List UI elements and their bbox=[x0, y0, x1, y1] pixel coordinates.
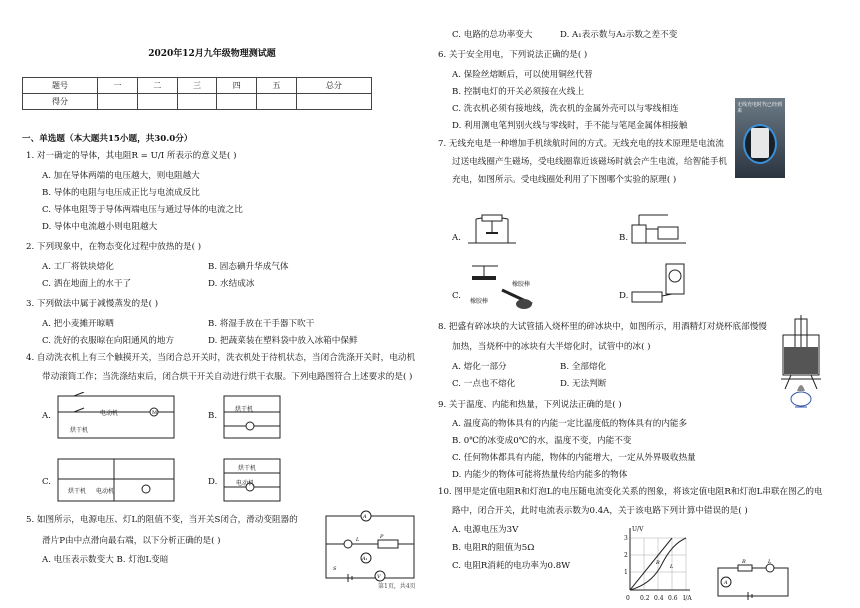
q7-option-d[interactable]: D. bbox=[619, 291, 629, 301]
motor-label: 电动机 bbox=[100, 410, 119, 417]
question-4-stem-line1: 4. 自动洗衣机上有三个触摸开关，当闭合总开关时，洗衣机处于待机状态，当闭合洗涤开关时，电动机 bbox=[26, 353, 416, 363]
q4-circuit-b bbox=[220, 392, 285, 442]
q4-option-d[interactable]: D. bbox=[208, 477, 218, 487]
dryer-label: 烘干机 bbox=[238, 465, 257, 472]
question-10-stem-line1: 10. 图甲是定值电阻R和灯泡L的电压随电流变化关系的图象，将该定值电阻R和灯泡L串联在图乙的电 bbox=[438, 487, 823, 497]
y-axis-label: U/V bbox=[632, 526, 644, 533]
dryer-label: 烘干机 bbox=[68, 488, 87, 495]
question-5-stem-line2: 滑片P由中点滑向最右端，以下分析正确的是( ) bbox=[42, 536, 221, 546]
q1-option-d[interactable]: D. 导体中电流越小则电阻越大 bbox=[42, 222, 158, 232]
dryer-label: 烘干机 bbox=[70, 427, 89, 434]
motor-label: 电动机 bbox=[96, 488, 115, 495]
question-8-stem-line2: 加热，当烧杯中的冰块有大半熔化时，试管中的冰( ) bbox=[452, 342, 651, 352]
page-footer: 第1页，共4页 bbox=[378, 583, 416, 590]
wireless-charging-photo bbox=[735, 98, 785, 178]
q8-option-a[interactable]: A. 熔化一部分 bbox=[452, 362, 507, 372]
q9-option-a[interactable]: A. 温度高的物体具有的内能一定比温度低的物体具有的内能多 bbox=[452, 419, 688, 429]
svg-text:L: L bbox=[670, 564, 674, 570]
q5-option-d[interactable]: D. A₁表示数与A₂示数之差不变 bbox=[560, 30, 678, 40]
svg-text:P: P bbox=[380, 534, 384, 540]
q1-option-c[interactable]: C. 导体电阻等于导体两端电压与通过导体的电流之比 bbox=[42, 205, 243, 215]
question-7-stem-line2: 过送电线圈产生磁场，受电线圈靠近该磁场时就会产生电流，给智能手机 bbox=[452, 157, 728, 167]
q7-figure-a bbox=[462, 205, 522, 250]
score-cell[interactable] bbox=[137, 94, 177, 110]
q10-option-a[interactable]: A. 电源电压为3V bbox=[452, 525, 519, 535]
score-cell[interactable] bbox=[217, 94, 257, 110]
x-tick: 0 bbox=[626, 595, 630, 602]
q10-option-c[interactable]: C. 电阻R消耗的电功率为0.8W bbox=[452, 561, 571, 571]
rubber-rod-label: 橡胶棒 bbox=[512, 281, 531, 288]
question-9-stem: 9. 关于温度、内能和热量，下列说法正确的是( ) bbox=[438, 400, 622, 410]
svg-text:S: S bbox=[333, 566, 337, 572]
svg-text:A: A bbox=[363, 514, 367, 520]
question-1-stem: 1. 对一确定的导体，其电阻R = U/I 所表示的意义是( ) bbox=[26, 151, 237, 161]
y-tick: 3 bbox=[624, 535, 628, 542]
table-header-cell: 四 bbox=[217, 78, 257, 94]
q2-option-d[interactable]: D. 水结成冰 bbox=[208, 279, 255, 289]
q10-option-b[interactable]: B. 电阻R的阻值为5Ω bbox=[452, 543, 535, 553]
x-axis-label: I/A bbox=[683, 595, 692, 602]
q9-option-b[interactable]: B. 0℃的冰变成0℃的水，温度不变，内能不变 bbox=[452, 436, 632, 446]
q5-option-ab[interactable]: A. 电压表示数变大 B. 灯泡L变暗 bbox=[42, 555, 169, 565]
question-7-stem-line1: 7. 无线充电是一种增加手机续航时间的方式。无线充电的技术原理是电流流 bbox=[438, 139, 724, 149]
q7-option-a[interactable]: A. bbox=[452, 233, 461, 243]
q4-option-b[interactable]: B. bbox=[208, 411, 218, 421]
q3-option-d[interactable]: D. 把蔬菜装在塑料袋中放入冰箱中保鲜 bbox=[208, 336, 358, 346]
svg-text:L: L bbox=[768, 559, 772, 565]
section-heading: 一、单选题（本大题共15小题，共30.0分） bbox=[22, 134, 193, 144]
table-header-cell: 二 bbox=[137, 78, 177, 94]
question-2-stem: 2. 下列现象中，在物态变化过程中放热的是( ) bbox=[26, 242, 202, 252]
row-label: 得分 bbox=[23, 94, 98, 110]
q7-figure-d bbox=[628, 262, 690, 310]
q6-option-c[interactable]: C. 洗衣机必须有接地线，洗衣机的金属外壳可以与零线相连 bbox=[452, 104, 679, 114]
x-tick: 0.4 bbox=[654, 595, 664, 602]
svg-text:A₁: A₁ bbox=[362, 556, 368, 562]
q5-option-c[interactable]: C. 电路的总功率变大 bbox=[452, 30, 533, 40]
q4-option-a[interactable]: A. bbox=[42, 411, 51, 421]
q8-option-b[interactable]: B. 全部熔化 bbox=[560, 362, 607, 372]
table-header-cell: 一 bbox=[98, 78, 138, 94]
svg-text:R: R bbox=[656, 560, 660, 566]
question-8-stem-line1: 8. 把盛有碎冰块的大试管插入烧杯里的碎冰块中，如图所示，用酒精灯对烧杯底部慢慢 bbox=[438, 322, 767, 332]
q7-option-c[interactable]: C. bbox=[452, 291, 462, 301]
svg-text:A: A bbox=[724, 580, 728, 586]
q1-option-b[interactable]: B. 导体的电阻与电压成正比与电流成反比 bbox=[42, 188, 200, 198]
q8-option-d[interactable]: D. 无法判断 bbox=[560, 379, 607, 389]
q3-option-c[interactable]: C. 洗好的衣服晾在向阳通风的地方 bbox=[42, 336, 175, 346]
q7-figure-b bbox=[628, 205, 690, 250]
q8-option-c[interactable]: C. 一点也不熔化 bbox=[452, 379, 516, 389]
q6-option-a[interactable]: A. 保险丝熔断后，可以使用铜丝代替 bbox=[452, 70, 593, 80]
question-7-stem-line3: 充电，如图所示。受电线圈处利用了下图哪个实验的原理( ) bbox=[452, 175, 677, 185]
table-header-cell: 题号 bbox=[23, 78, 98, 94]
question-3-stem: 3. 下列做法中属于减慢蒸发的是( ) bbox=[26, 299, 159, 309]
y-tick: 2 bbox=[624, 552, 628, 559]
photo-caption: 无线充电时代已经到来 bbox=[737, 102, 783, 114]
table-header-cell: 五 bbox=[257, 78, 297, 94]
table-row bbox=[23, 94, 372, 110]
svg-text:L: L bbox=[356, 537, 360, 543]
q2-option-b[interactable]: B. 固态碘升华成气体 bbox=[208, 262, 289, 272]
q4-option-c[interactable]: C. bbox=[42, 477, 52, 487]
q3-option-a[interactable]: A. 把小麦摊开晾晒 bbox=[42, 319, 114, 329]
motor-label: 电动机 bbox=[236, 480, 255, 487]
score-table bbox=[22, 77, 372, 110]
q2-option-a[interactable]: A. 工厂将铁块熔化 bbox=[42, 262, 114, 272]
question-5-stem-line1: 5. 如图所示，电源电压、灯L的阻值不变，当开关S闭合，滑动变阻器的 bbox=[26, 515, 298, 525]
svg-text:M: M bbox=[152, 410, 158, 416]
q7-option-b[interactable]: B. bbox=[619, 233, 629, 243]
q8-beaker-figure bbox=[775, 315, 827, 410]
y-tick: 1 bbox=[624, 569, 628, 576]
q6-option-b[interactable]: B. 控制电灯的开关必须接在火线上 bbox=[452, 87, 585, 97]
x-tick: 0.6 bbox=[668, 595, 678, 602]
svg-text:V: V bbox=[377, 574, 381, 580]
question-6-stem: 6. 关于安全用电，下列说法正确的是( ) bbox=[438, 50, 588, 60]
score-cell[interactable] bbox=[296, 94, 371, 110]
q9-option-d[interactable]: D. 内能少的物体可能将热量传给内能多的物体 bbox=[452, 470, 628, 480]
dryer-label: 烘干机 bbox=[235, 406, 254, 413]
q5-circuit-diagram bbox=[318, 508, 423, 586]
x-tick: 0.2 bbox=[640, 595, 650, 602]
q3-option-b[interactable]: B. 将湿手放在干手器下吹干 bbox=[208, 319, 315, 329]
q9-option-c[interactable]: C. 任何物体都具有内能，物体的内能增大，一定从外界吸收热量 bbox=[452, 453, 696, 463]
rubber-rod-label: 橡胶棒 bbox=[470, 298, 489, 305]
q2-option-c[interactable]: C. 洒在地面上的水干了 bbox=[42, 279, 132, 289]
q10-circuit bbox=[712, 558, 792, 602]
table-row bbox=[23, 78, 372, 94]
page-title: 2020年12月九年级物理测试题 bbox=[148, 49, 276, 59]
score-cell[interactable] bbox=[177, 94, 217, 110]
q1-option-a[interactable]: A. 加在导体两端的电压越大，则电阻越大 bbox=[42, 171, 200, 181]
table-header-cell: 三 bbox=[177, 78, 217, 94]
q6-option-d[interactable]: D. 利用测电笔判别火线与零线时，手不能与笔尾金属体相接触 bbox=[452, 121, 688, 131]
phone-icon bbox=[751, 128, 769, 158]
score-cell[interactable] bbox=[257, 94, 297, 110]
question-4-stem-line2: 带动滚筒工作；当洗涤结束后，闭合烘干开关自动进行烘干衣服。下列电路图符合上述要求的是( ) bbox=[42, 372, 413, 382]
question-10-stem-line2: 路中，闭合开关，此时电流表示数为0.4A，关于该电路下列计算中错误的是( ) bbox=[452, 506, 748, 516]
svg-text:R: R bbox=[742, 559, 746, 565]
score-cell[interactable] bbox=[98, 94, 138, 110]
table-header-cell: 总分 bbox=[296, 78, 371, 94]
